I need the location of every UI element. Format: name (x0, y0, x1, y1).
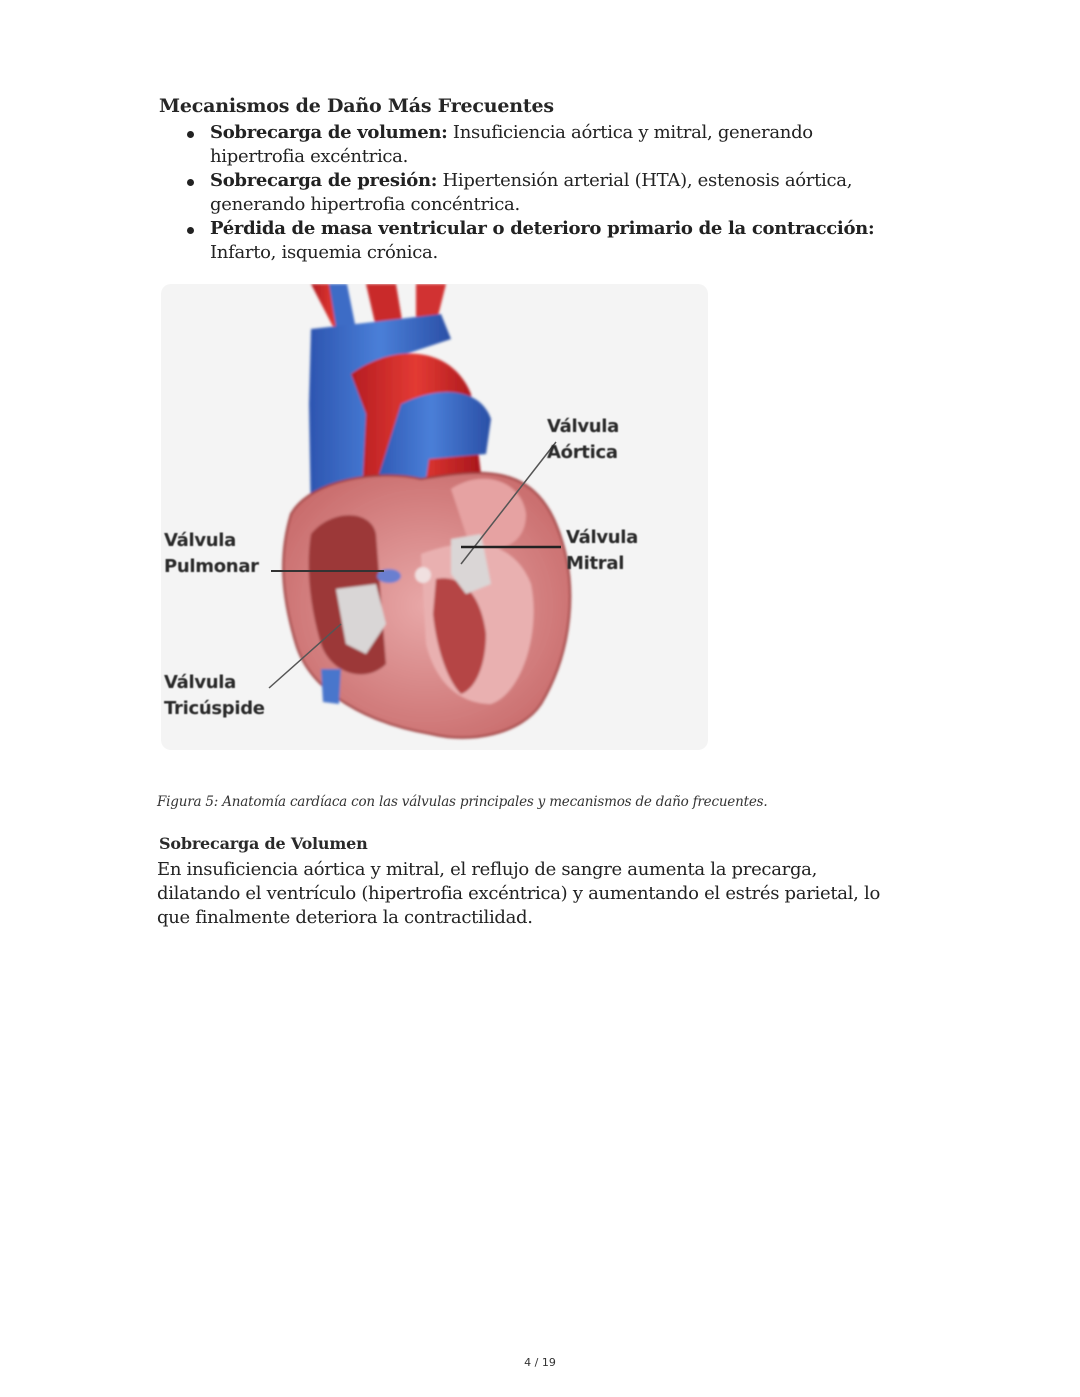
subsection-heading: Sobrecarga de Volumen (159, 834, 368, 853)
bullet-icon (187, 179, 194, 186)
list-item-text: Hipertensión arterial (HTA), estenosis aórtica, generando hipertrofia concéntrica. (210, 170, 853, 215)
list-item (186, 169, 906, 217)
mechanisms-list (186, 121, 906, 265)
body-paragraph: En insuficiencia aórtica y mitral, el reflujo de sangre aumenta la precarga, dilatando el ventrículo (hipertrofia excéntrica) y aumentando el estrés parietal, lo que finalmente deteriora la contractilidad. (157, 859, 880, 928)
list-item-label: Sobrecarga de presión: (210, 170, 438, 191)
pulmonary-valve-label: Válvula Pulmonar (164, 530, 259, 577)
heart-anatomy-figure (161, 284, 708, 750)
aortic-valve-label: Válvula Aórtica (547, 416, 620, 463)
list-item-text: Infarto, isquemia crónica. (210, 242, 438, 263)
list-item-label: Pérdida de masa ventricular o deterioro primario de la contracción: (210, 218, 875, 239)
bullet-icon (187, 227, 194, 234)
section-heading: Mecanismos de Daño Más Frecuentes (159, 95, 554, 117)
tricuspid-valve-label: Válvula Tricúspide (164, 672, 265, 719)
mitral-valve-label: Válvula Mitral (566, 527, 639, 574)
figure-caption: Figura 5: Anatomía cardíaca con las válvulas principales y mecanismos de daño frecuentes. (157, 794, 768, 810)
page-number: 4 / 19 (524, 1356, 556, 1369)
list-item (186, 121, 906, 169)
bullet-icon (187, 131, 194, 138)
list-item-text: Insuficiencia aórtica y mitral, generando hipertrofia excéntrica. (210, 122, 813, 167)
list-item-label: Sobrecarga de volumen: (210, 122, 448, 143)
list-item (186, 217, 906, 265)
